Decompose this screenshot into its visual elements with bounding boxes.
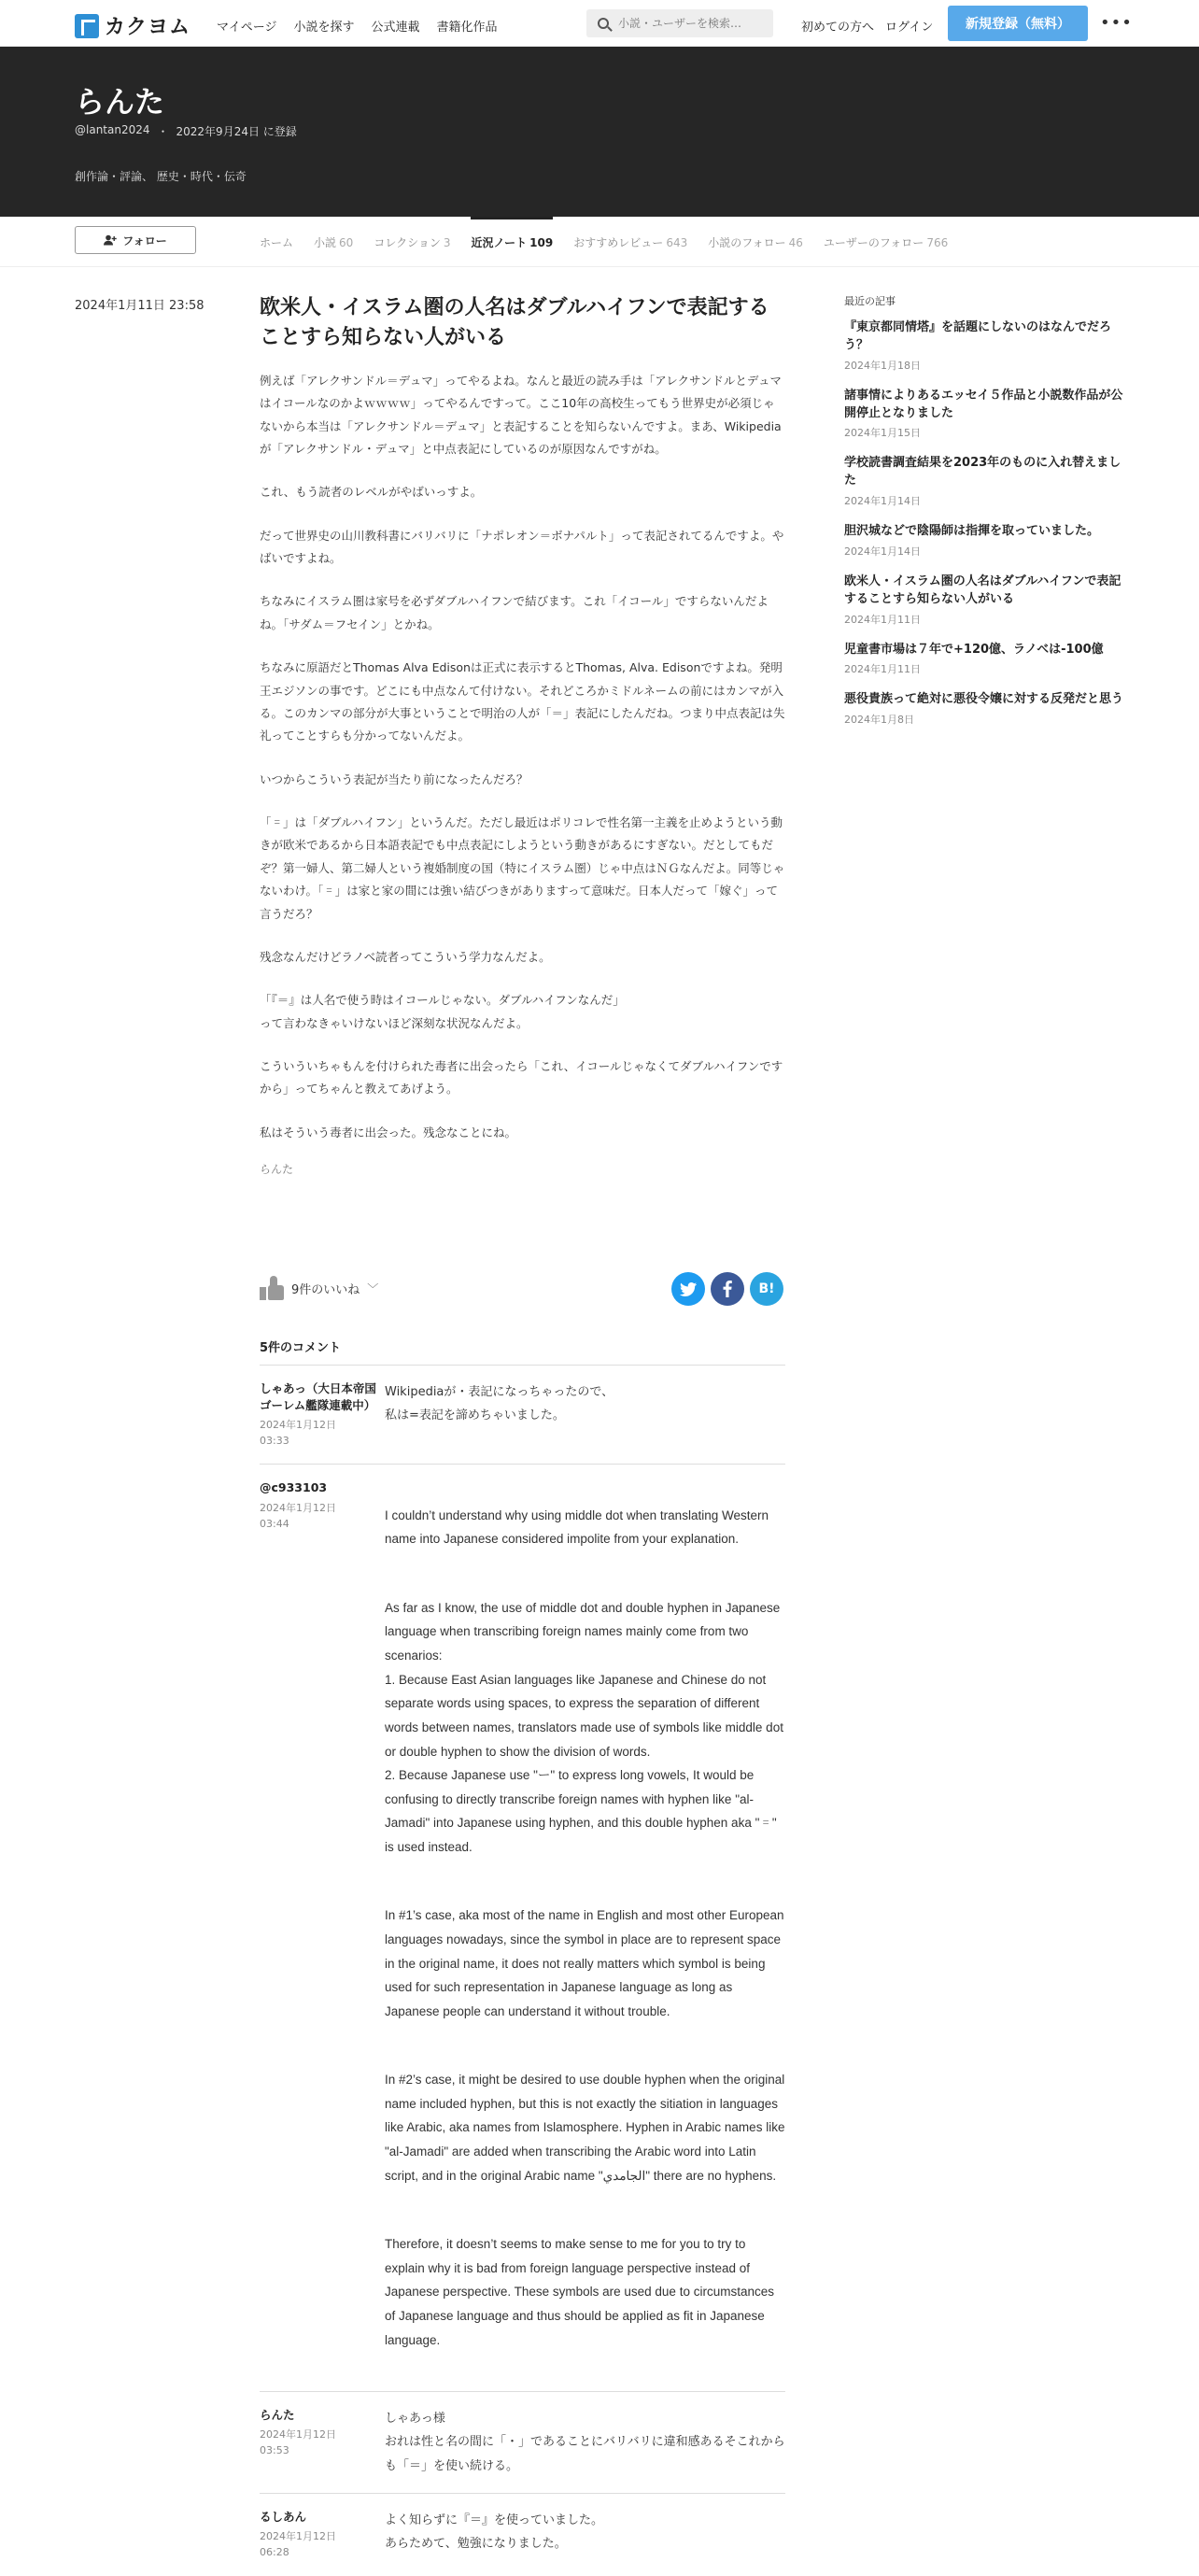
comment-meta — [260, 2407, 385, 2478]
follow-label: フォロー — [122, 234, 167, 248]
author-signature[interactable]: らんた — [260, 1163, 294, 1177]
recent-post-item[interactable] — [844, 691, 1124, 727]
recent-post-date: 2024年1月8日 — [844, 714, 914, 727]
comment-body: Wikipediaが・表記になっちゃったので、 私は=表記を諦めちゃいました。 — [385, 1385, 614, 1423]
article-paragraph: ちなみに原語だとThomas Alva Edisonは正式に表示するとThomas, Alva. Edisonですよね。発明王エジソンの事です。どこにも中点なんて付けない。それどころかミドルネームの前にはカンマが入る。このカンマの部分が大事ということで明治の人が「＝」表記にしたんだね。つまり中点表記は失礼ってことすらも分かってないんだよ。 — [260, 660, 785, 743]
comments-section — [260, 1338, 785, 2576]
tab-user-follows[interactable] — [824, 217, 948, 267]
tab-collections[interactable] — [374, 217, 450, 267]
comment-author[interactable]: らんた — [260, 2407, 295, 2422]
hatena-bookmark-icon[interactable]: B! — [750, 1272, 783, 1306]
comment-body: しゃあっ様 おれは性と名の間に「・」であることにバリバリに違和感あるそこれからも「＝」を使い続ける。 — [385, 2411, 785, 2473]
sidebar-heading: 最近の記事 — [844, 295, 896, 307]
article-paragraph: 「『＝』は人名で使う時はイコールじゃない。ダブルハイフンなんだ」 って言わなきゃいけないほど深刻な状況なんだよ。 — [260, 993, 625, 1030]
recent-post-title[interactable]: 欧米人・イスラム圏の人名はダブルハイフンで表記することすら知らない人がいる — [844, 573, 1121, 606]
comment-meta — [260, 1479, 385, 2376]
post-date: 2024年1月11日 23:58 — [75, 299, 205, 313]
logo-mark-icon — [75, 14, 99, 38]
comment-author[interactable]: しゃあっ（大日本帝国ゴーレム艦隊連載中） — [260, 1381, 376, 1412]
comment-author[interactable]: るしあん — [260, 2509, 307, 2524]
more-menu-icon[interactable]: ••• — [1100, 13, 1133, 33]
recent-posts-sidebar — [844, 293, 1124, 742]
post-actions — [260, 1272, 785, 1309]
recent-post-date: 2024年1月15日 — [844, 427, 921, 440]
recent-post-title[interactable]: 学校読書調査結果を2023年のものに入れ替えました — [844, 456, 1121, 488]
recent-post-title[interactable]: 悪役貴族って絶対に悪役令嬢に対する反発だと思う — [844, 692, 1124, 707]
recent-post-title[interactable]: 『東京都同情塔』を話題にしないのはなんでだろう？ — [844, 320, 1112, 352]
main-nav — [217, 17, 498, 35]
article-paragraph: こういういちゃもんを付けられた毒者に出会ったら「これ、イコールじゃなくてダブルハイフンですから」ってちゃんと教えてあげよう。 — [260, 1059, 783, 1097]
tab-label: ホーム — [260, 236, 294, 249]
like-count: 9件のいいね — [291, 1282, 360, 1297]
tab-label: 小説のフォロー — [708, 236, 786, 249]
profile-tabs — [260, 217, 968, 267]
comment-date: 2024年1月12日 03:44 — [260, 1501, 336, 1530]
tab-count: 46 — [788, 236, 803, 249]
recent-post-date: 2024年1月14日 — [844, 495, 921, 508]
tab-label: おすすめレビュー — [573, 236, 664, 249]
article-paragraph: ちなみにイスラム圏は家号を必ずダブルハイフンで結びます。これ「イコール」ですらないんだよね。「サダム＝フセイン」とかね。 — [260, 594, 769, 631]
article — [260, 293, 785, 1177]
tab-reviews[interactable] — [573, 217, 687, 267]
article-paragraph: だって世界史の山川教科書にバリバリに「ナポレオン＝ボナパルト」って表記されてるんですよ。やばいですよね。 — [260, 528, 784, 566]
comment-date: 2024年1月12日 06:28 — [260, 2530, 336, 2559]
comment-author[interactable]: @c933103 — [260, 1480, 328, 1495]
comment-paragraph: In #2’s case, it might be desired to use double hyphen when the original name included hyphen, but this is not exactly the sitiation in languages like Arabic, aka names from Islamosphere. Hyphen in Arabic names like "al-Jamadi" are added when transcribing the Arabic word into Latin script, and in the original Arabic name "الجامدي" there are no hyphens. — [385, 2073, 785, 2183]
login-link[interactable]: ログイン — [885, 21, 934, 35]
comment-paragraph: In #1’s case, aka most of the name in English and most other European languages nowadays, since the symbol in place are to represent space in the original name, it does not really matters which symbol is being used for such representation in Japanese language as long as Japanese people can understand it without trouble. — [385, 1908, 784, 2018]
comment-item — [260, 1465, 785, 2392]
top-header — [0, 0, 1199, 47]
profile-name[interactable]: らんた — [75, 84, 165, 120]
recent-post-item[interactable] — [844, 319, 1124, 373]
comment-meta — [260, 2509, 385, 2561]
recent-post-date: 2024年1月14日 — [844, 545, 921, 558]
comment-paragraph: I couldn’t understand why using middle dot when translating Western name into Japanese considered impolite from your explanation. — [385, 1507, 769, 1547]
tab-count: 643 — [666, 236, 688, 249]
tab-label: ユーザーのフォロー — [823, 236, 924, 249]
profile-hero — [0, 47, 1199, 217]
search-icon[interactable] — [598, 18, 609, 29]
nav-find-novels[interactable]: 小説を探す — [293, 21, 355, 35]
tab-label: コレクション — [374, 236, 441, 249]
tab-count: 3 — [443, 236, 451, 249]
recent-post-date: 2024年1月11日 — [844, 663, 921, 676]
profile-tabbar — [0, 217, 1199, 267]
comment-paragraph: Therefore, it doesn’t seems to make sense to me for you to try to explain why it is bad from foreign language perspective instead of Japanese perspective. These symbols are used due to circumstances of Japanese language and thus should be applied as fit in Japanese language. — [385, 2237, 774, 2347]
tab-count: 766 — [926, 236, 949, 249]
comment-item — [260, 2392, 785, 2494]
follow-button[interactable] — [75, 226, 196, 254]
tab-novels[interactable] — [314, 217, 353, 267]
search-box — [586, 9, 773, 37]
meta-separator: ・ — [157, 125, 169, 138]
article-paragraph: これ、もう読者のレベルがやばいっすよ。 — [260, 485, 483, 500]
comment-meta — [260, 1380, 385, 1449]
tab-home[interactable] — [260, 217, 293, 267]
tab-updates[interactable] — [471, 217, 553, 267]
article-paragraph: 例えば「アレクサンドル＝デュマ」ってやるよね。なんと最近の読み手は「アレクサンドルとデュマはイコールなのかよｗｗｗｗ」ってやるんですって。ここ10年の高校生ってもう世界史が必須じゃないから本当は「アレクサンドル＝デュマ」と表記することを知らないんですよ。まあ、Wikipediaが「アレクサンドル・デュマ」と中点表記にしているのが原因なんですがね。 — [260, 373, 783, 456]
tab-label: 近況ノート — [471, 236, 528, 249]
recent-post-date: 2024年1月18日 — [844, 359, 921, 372]
article-title: 欧米人・イスラム圏の人名はダブルハイフンで表記することすら知らない人がいる — [260, 296, 769, 349]
recent-post-title[interactable]: 諸事情によりあるエッセイ５作品と小説数作品が公開停止となりました — [844, 388, 1123, 420]
profile-handle: @lantan2024 — [75, 123, 150, 136]
comment-paragraph: As far as I know, the use of middle dot and double hyphen in Japanese language when transcribing foreign names mainly come from two scenarios: 1. Because East Asian languages like Japanese and Chinese do not separate words using spaces, to express the separation of different words between names, translators made use of symbols like middle dot or double hyphen to show the division of words. 2. Because Japanese use "ー" to express long vowels, It would be confusing to directly transcribe foreign names with hyphen like "al-Jamadi" into Japanese using hyphen, and this double hyphen aka "゠" is used instead. — [385, 1600, 783, 1855]
register-button[interactable]: 新規登録（無料） — [948, 6, 1088, 41]
tab-count: 109 — [529, 236, 554, 249]
comment-date: 2024年1月12日 03:33 — [260, 1419, 336, 1448]
nav-mypage[interactable]: マイページ — [217, 21, 277, 35]
article-paragraph: 「゠」は「ダブルハイフン」というんだ。ただし最近はポリコレで性名第一主義を止めようという動きが欧米であるから日本語表記でも中点表記にしようという動きがあるにすぎない。だとしてもだぞ？第一婦人、第二婦人という複婚制度の国（特にイスラム圏）じゃ中点はＮＧなんだよ。同等じゃないわけ。「゠」は家と家の間には強い結びつきがありますって意味だ。日本人だって「嫁ぐ」って言うだろ？ — [260, 815, 785, 921]
recent-post-title[interactable]: 胆沢城などで陰陽師は指揮を取っていました。 — [844, 524, 1100, 539]
twitter-share-icon[interactable] — [671, 1272, 705, 1306]
recent-post-date: 2024年1月11日 — [844, 613, 921, 626]
nav-published-works[interactable]: 書籍化作品 — [436, 21, 498, 35]
profile-joined: 2022年9月24日 に登録 — [176, 125, 297, 138]
comment-body: よく知らずに『＝』を使っていました。 あらためて、勉強になりました。 — [385, 2512, 604, 2552]
profile-genres: 創作論・評論、 歴史・時代・伝奇 — [75, 170, 247, 183]
comments-header: 5件のコメント — [260, 1338, 785, 1366]
facebook-share-icon[interactable] — [711, 1272, 744, 1306]
add-user-icon — [104, 234, 117, 246]
comment-date: 2024年1月12日 03:53 — [260, 2428, 336, 2457]
search-input[interactable] — [618, 17, 768, 30]
tab-label: 小説 — [314, 236, 337, 249]
tab-novel-follows[interactable] — [708, 217, 803, 267]
article-paragraph: いつからこういう表記が当たり前になったんだろ？ — [260, 771, 529, 786]
kakuyomu-logo[interactable] — [75, 11, 190, 40]
recent-post-item[interactable] — [844, 388, 1124, 441]
recent-post-item[interactable] — [844, 523, 1124, 559]
comment-item — [260, 1366, 785, 1465]
recent-post-item[interactable] — [844, 573, 1124, 627]
recent-post-item[interactable] — [844, 455, 1124, 508]
thumbs-up-icon — [260, 1276, 284, 1300]
recent-post-item[interactable] — [844, 642, 1124, 677]
recent-post-title[interactable]: 児童書市場は７年で+120億、ラノベは-100億 — [844, 642, 1104, 657]
comment-item — [260, 2494, 785, 2576]
chevron-down-icon[interactable]: ﹀ — [367, 1281, 379, 1295]
tab-count: 60 — [339, 236, 354, 249]
comment-body — [385, 1479, 785, 2376]
like-button[interactable] — [260, 1276, 378, 1300]
beginner-link[interactable]: 初めての方へ — [801, 21, 875, 35]
article-paragraph: 私はそういう毒者に出会った。残念なことにね。 — [260, 1125, 517, 1139]
profile-meta — [75, 123, 297, 139]
article-paragraph: 残念なんだけどラノベ読者ってこういう学力なんだよ。 — [260, 949, 551, 964]
nav-official-series[interactable]: 公式連載 — [371, 21, 420, 35]
logo-text: カクヨム — [105, 16, 191, 39]
